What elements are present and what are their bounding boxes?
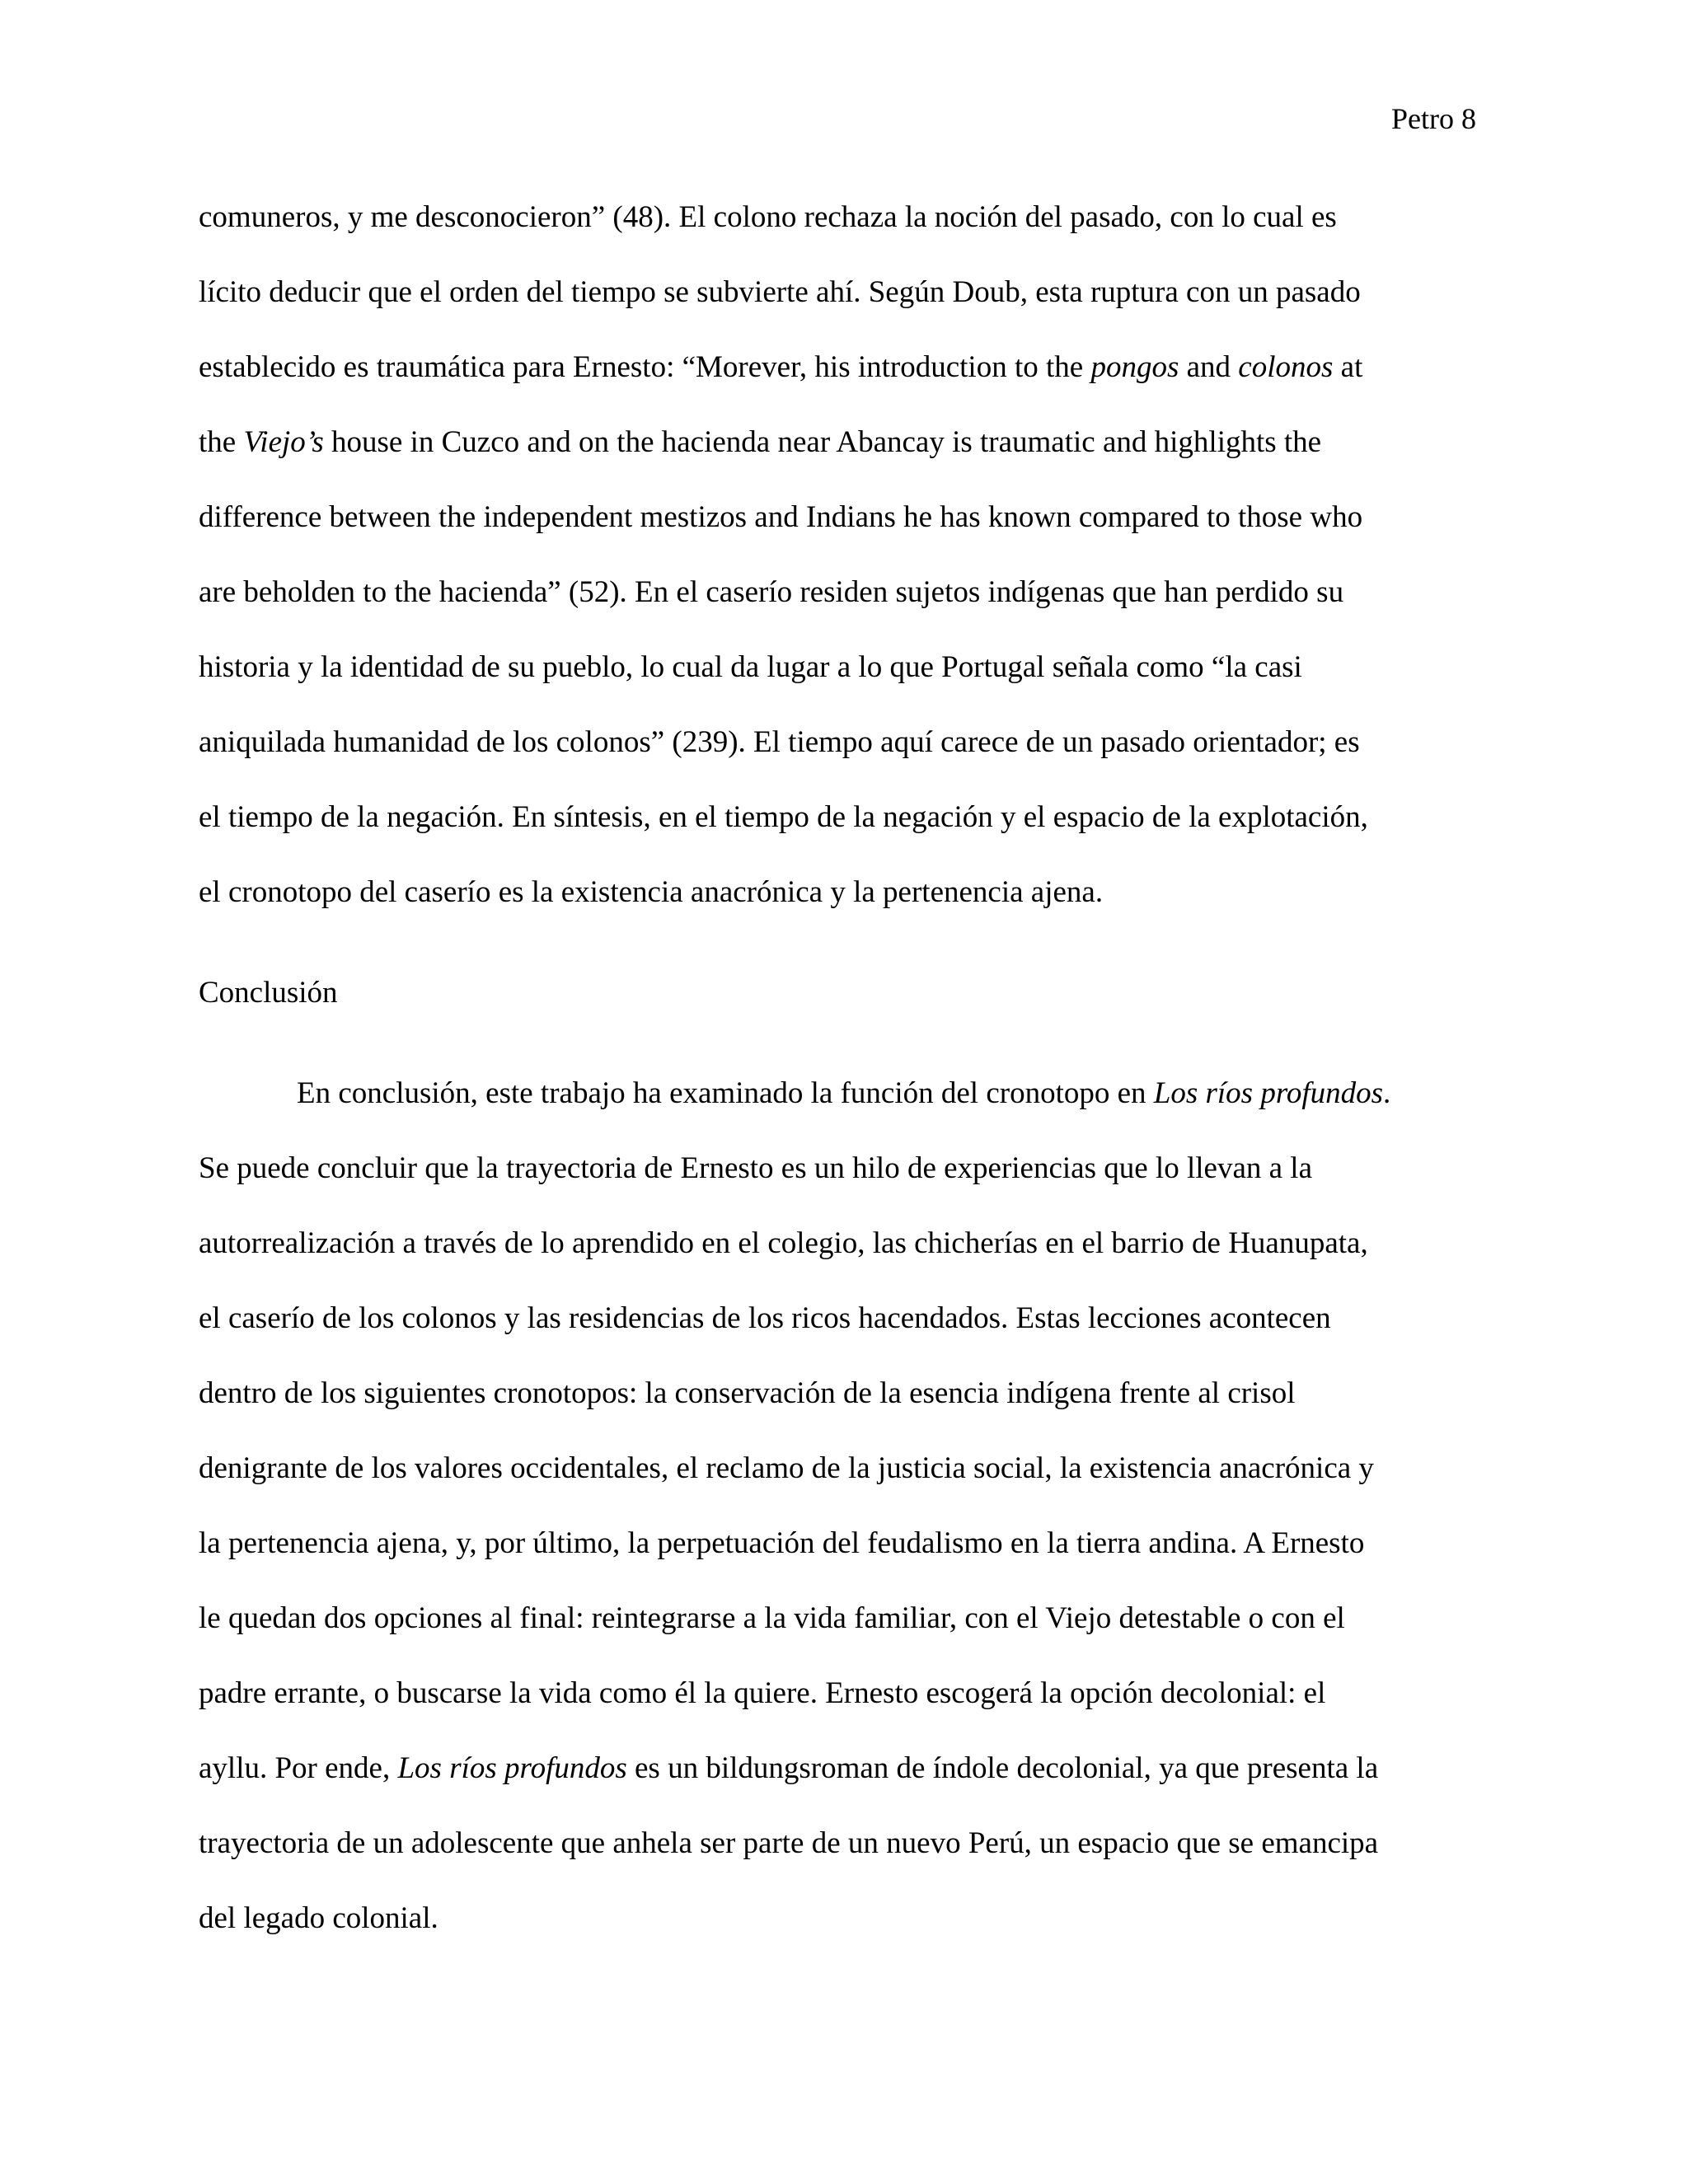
paragraph2-line-10 (199, 1750, 1378, 1787)
text-run: difference between the independent mestizos and Indians he has known compared to those who (199, 500, 1363, 534)
text-run: el cronotopo del caserío es la existencia anacrónica y la pertenencia ajena. (199, 875, 1104, 909)
paragraph1-line-5 (199, 499, 1362, 536)
text-run: at (1333, 350, 1363, 384)
paragraph1-line-8 (199, 724, 1360, 761)
text-run: historia y la identidad de su pueblo, lo cual da lugar a lo que Portugal señala como “la casi (199, 650, 1302, 684)
italic-term: Viejo’s (243, 425, 324, 459)
italic-title: Los ríos profundos (397, 1751, 627, 1785)
italic-term: pongos (1090, 350, 1179, 384)
text-run: le quedan dos opciones al final: reintegrarse a la vida familiar, con el Viejo detestable o con el (199, 1601, 1345, 1635)
text-run: el caserío de los colonos y las residencias de los ricos hacendados. Estas lecciones acontecen (199, 1301, 1331, 1335)
paragraph2-line-11 (199, 1825, 1378, 1862)
text-run: the (199, 425, 244, 459)
paragraph1-line-4 (199, 424, 1321, 461)
text-run: del legado colonial. (199, 1901, 438, 1935)
text-run: comuneros, y me desconocieron” (48). El colono rechaza la noción del pasado, con lo cual es (199, 200, 1337, 234)
text-run: padre errante, o buscarse la vida como él la quiere. Ernesto escogerá la opción decolonial: el (199, 1676, 1326, 1710)
paragraph1-line-3 (199, 349, 1362, 386)
italic-term: colonos (1238, 350, 1334, 384)
text-run: el tiempo de la negación. En síntesis, en el tiempo de la negación y el espacio de la explotación, (199, 800, 1368, 834)
paragraph2-line-8 (199, 1601, 1345, 1637)
paragraph1-line-6 (199, 574, 1343, 611)
paragraph2-line-7 (199, 1526, 1364, 1562)
paragraph2-line-9 (199, 1675, 1325, 1712)
text-run: dentro de los siguientes cronotopos: la conservación de la esencia indígena frente al crisol (199, 1376, 1296, 1410)
paragraph1-line-10 (199, 874, 1103, 911)
text-run: lícito deducir que el orden del tiempo se subvierte ahí. Según Doub, esta ruptura con un pasado (199, 275, 1361, 309)
text-run: . (1383, 1076, 1391, 1110)
paragraph1-line-1 (199, 199, 1337, 236)
text-run: and (1179, 350, 1239, 384)
text-run: la pertenencia ajena, y, por último, la perpetuación del feudalismo en la tierra andina. A Ernesto (199, 1526, 1365, 1560)
paragraph2-line-12 (199, 1900, 438, 1937)
paragraph2-line-1 (297, 1076, 1390, 1112)
paragraph2-line-4 (199, 1301, 1331, 1337)
text-run: trayectoria de un adolescente que anhela ser parte de un nuevo Perú, un espacio que se emancipa (199, 1826, 1379, 1860)
italic-title: Los ríos profundos (1153, 1076, 1384, 1110)
text-run: are beholden to the hacienda” (52). En el caserío residen sujetos indígenas que han perdido su (199, 575, 1344, 609)
text-run: autorrealización a través de lo aprendido en el colegio, las chicherías en el barrio de Huanupata, (199, 1226, 1368, 1260)
running-head: Petro 8 (1391, 102, 1476, 135)
text-run: house in Cuzco and on the hacienda near Abancay is traumatic and highlights the (323, 425, 1322, 459)
paragraph1-line-9 (199, 799, 1368, 836)
text-run: es un bildungsroman de índole decolonial, ya que presenta la (626, 1751, 1379, 1785)
paragraph2-line-3 (199, 1226, 1368, 1262)
text-run: ayllu. Por ende, (199, 1751, 398, 1785)
paragraph2-line-2 (199, 1151, 1312, 1187)
text-run: En conclusión, este trabajo ha examinado la función del cronotopo en (297, 1076, 1154, 1110)
text-run: aniquilada humanidad de los colonos” (239). El tiempo aquí carece de un pasado orientador; es (199, 725, 1360, 759)
paragraph2-line-5 (199, 1376, 1296, 1412)
text-run: Se puede concluir que la trayectoria de Ernesto es un hilo de experiencias que lo llevan a la (199, 1151, 1312, 1185)
paragraph2-line-6 (199, 1451, 1374, 1487)
section-heading: Conclusión (199, 976, 338, 1010)
text-run: establecido es traumática para Ernesto: “Morever, his introduction to the (199, 350, 1091, 384)
paragraph1-line-7 (199, 649, 1302, 686)
text-run: denigrante de los valores occidentales, el reclamo de la justicia social, la existencia anacrónica y (199, 1451, 1374, 1485)
paragraph1-line-2 (199, 274, 1361, 311)
